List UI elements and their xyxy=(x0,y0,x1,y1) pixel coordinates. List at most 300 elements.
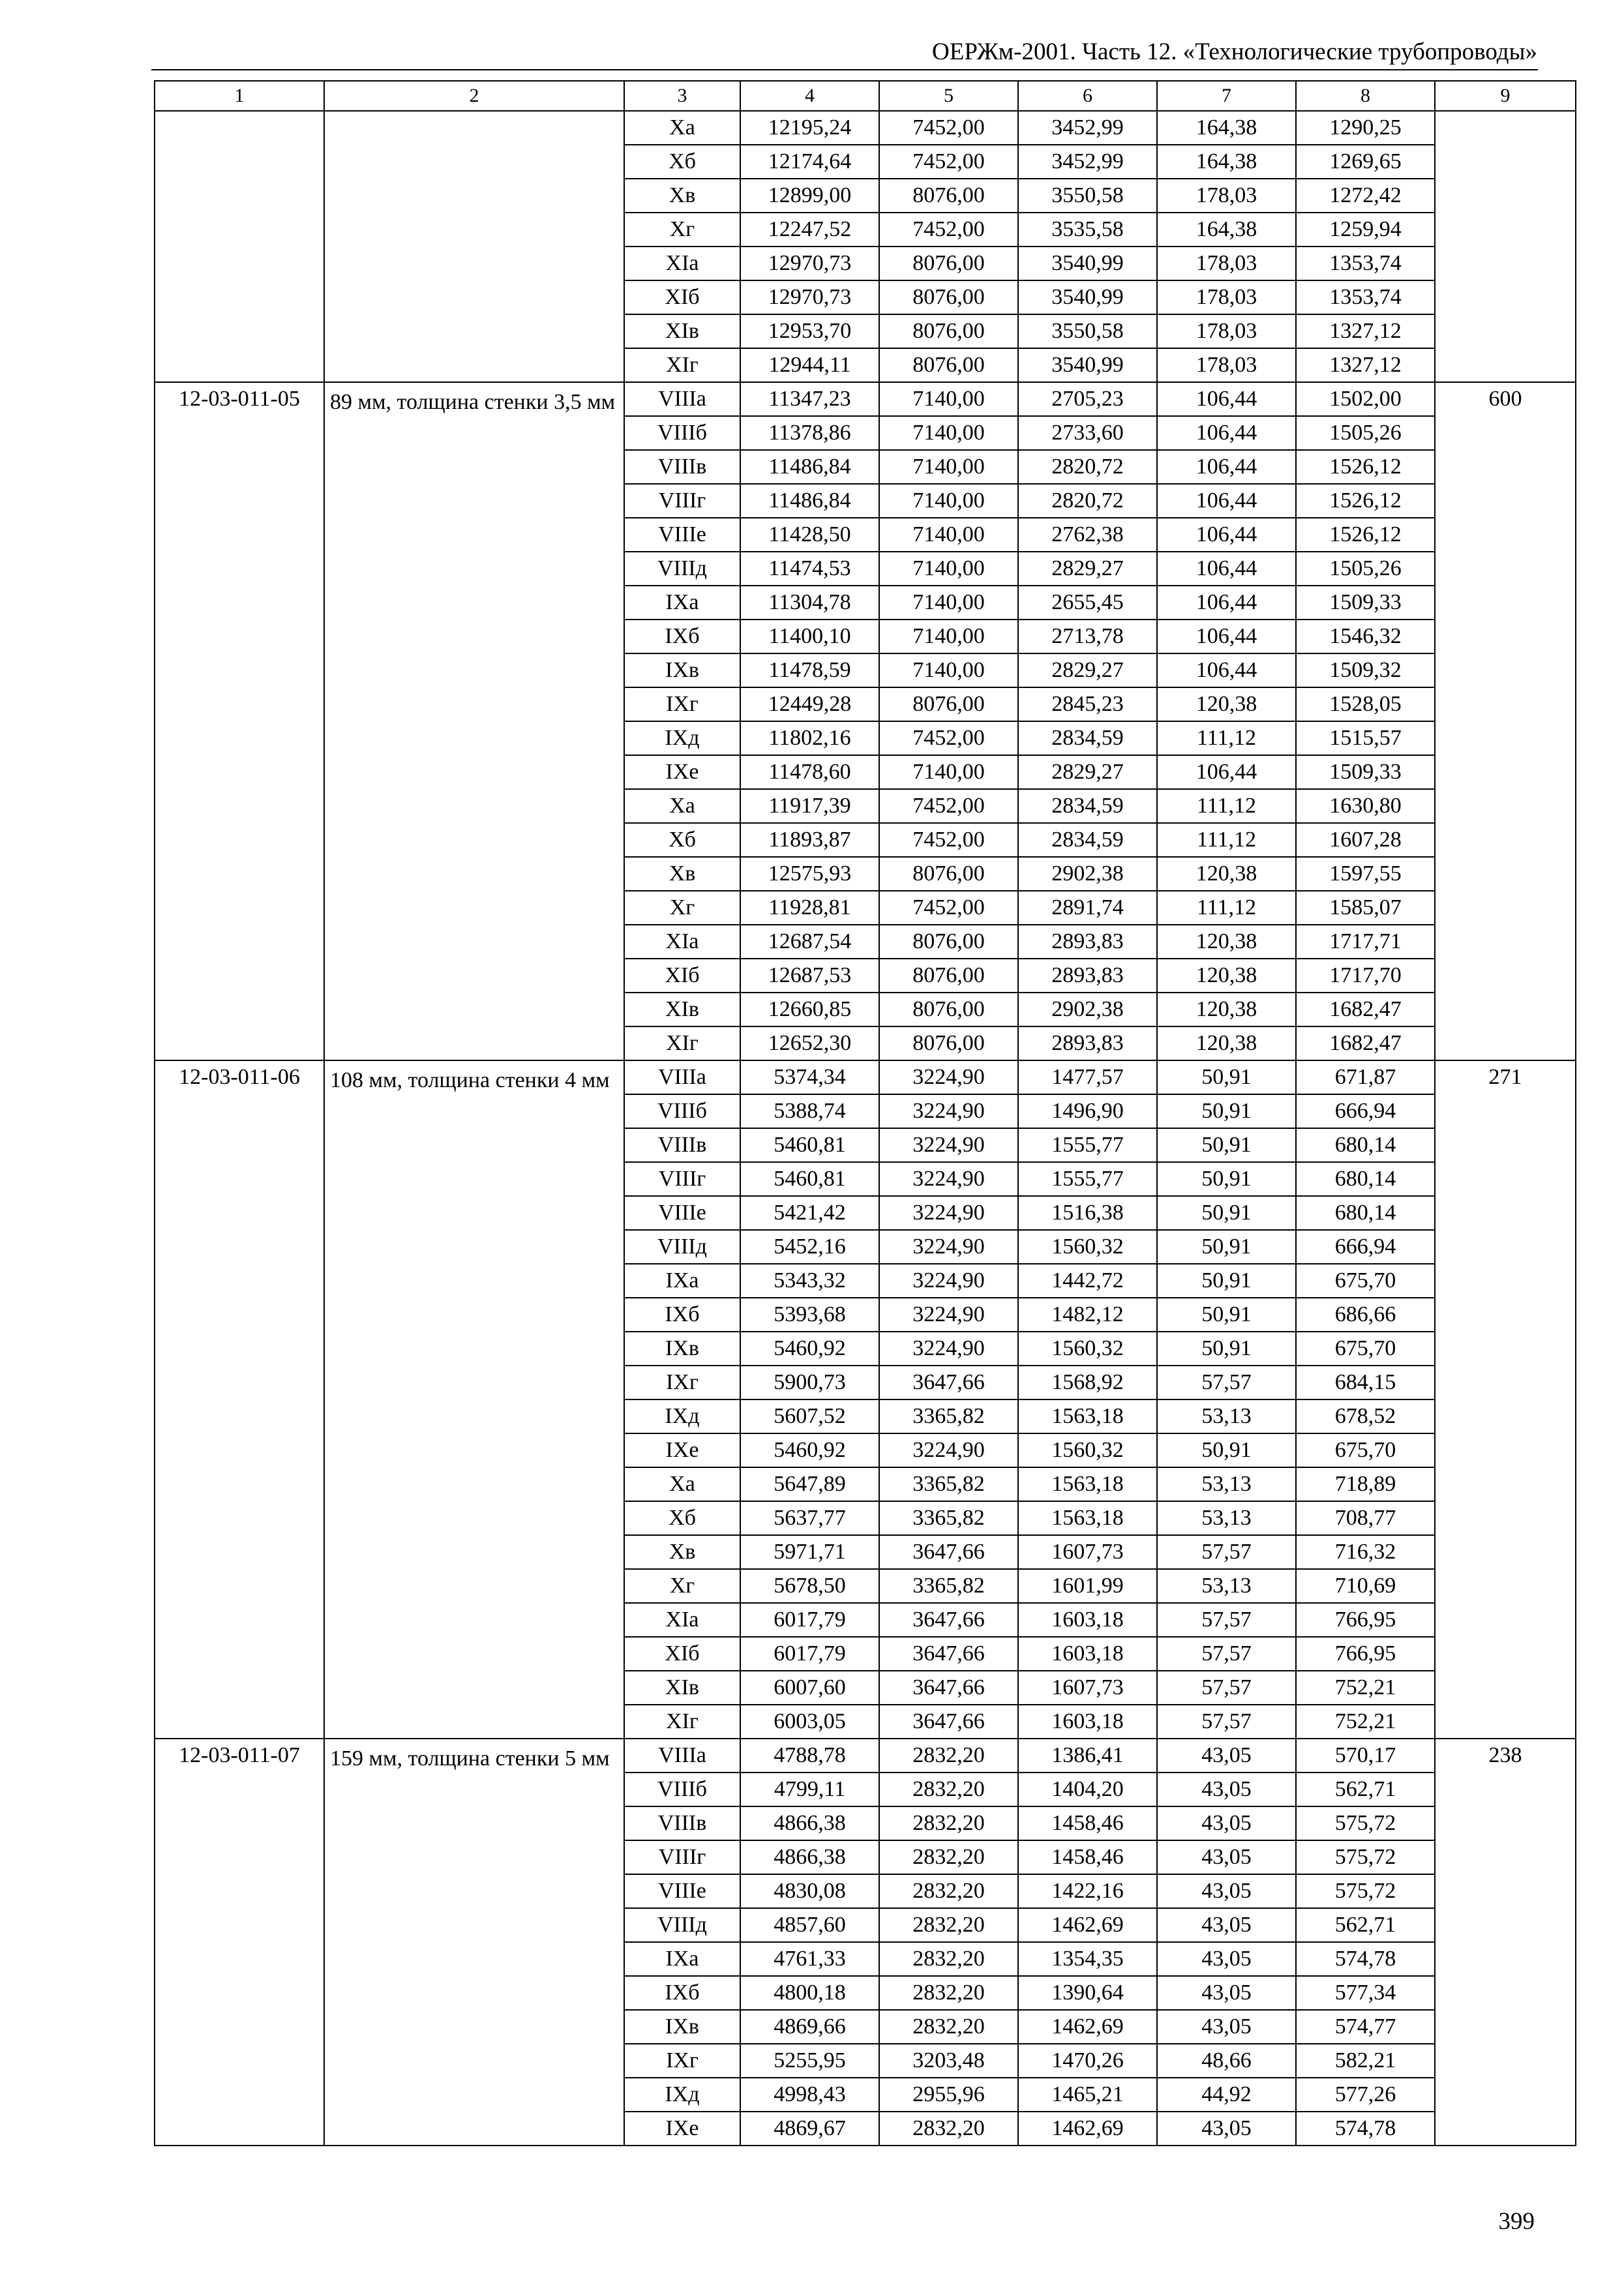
materials-cost-cell: 766,95 xyxy=(1296,1637,1435,1671)
materials-cost-cell: 574,77 xyxy=(1296,2010,1435,2044)
column-header: 8 xyxy=(1296,81,1435,111)
machinist-wages-cell: 57,57 xyxy=(1157,1603,1296,1637)
rate-class-cell: IXa xyxy=(624,1264,740,1298)
machinist-wages-cell: 57,57 xyxy=(1157,1535,1296,1569)
total-cost-cell: 5343,32 xyxy=(740,1264,879,1298)
machine-cost-cell: 2834,59 xyxy=(1018,721,1157,755)
rate-class-cell: Xб xyxy=(624,823,740,857)
machine-cost-cell: 1462,69 xyxy=(1018,1908,1157,1942)
wages-cell: 8076,00 xyxy=(879,280,1018,314)
materials-cost-cell: 1505,26 xyxy=(1296,416,1435,450)
rate-class-cell: Xв xyxy=(624,857,740,891)
machinist-wages-cell: 57,57 xyxy=(1157,1705,1296,1739)
machine-cost-cell: 1470,26 xyxy=(1018,2044,1157,2078)
materials-cost-cell: 680,14 xyxy=(1296,1162,1435,1196)
norm-description-cell xyxy=(324,111,624,382)
materials-cost-cell: 1630,80 xyxy=(1296,789,1435,823)
machinist-wages-cell: 106,44 xyxy=(1157,484,1296,518)
rate-class-cell: IXд xyxy=(624,1399,740,1433)
total-cost-cell: 12174,64 xyxy=(740,145,879,179)
wages-cell: 2832,20 xyxy=(879,1806,1018,1840)
rate-class-cell: VIIIб xyxy=(624,1094,740,1128)
rate-class-cell: Xб xyxy=(624,145,740,179)
norm-description-cell: 159 мм, толщина стенки 5 мм xyxy=(324,1739,624,2146)
rate-class-cell: IXд xyxy=(624,721,740,755)
rate-class-cell: VIIIд xyxy=(624,1908,740,1942)
machinist-wages-cell: 53,13 xyxy=(1157,1399,1296,1433)
machine-cost-cell: 2834,59 xyxy=(1018,823,1157,857)
total-cost-cell: 5460,81 xyxy=(740,1128,879,1162)
materials-cost-cell: 1290,25 xyxy=(1296,111,1435,145)
total-cost-cell: 12899,00 xyxy=(740,179,879,213)
machinist-wages-cell: 120,38 xyxy=(1157,993,1296,1026)
machinist-wages-cell: 106,44 xyxy=(1157,382,1296,416)
total-cost-cell: 4761,33 xyxy=(740,1942,879,1976)
machinist-wages-cell: 164,38 xyxy=(1157,145,1296,179)
total-cost-cell: 5900,73 xyxy=(740,1366,879,1399)
machinist-wages-cell: 43,05 xyxy=(1157,1908,1296,1942)
machinist-wages-cell: 178,03 xyxy=(1157,179,1296,213)
materials-cost-cell: 562,71 xyxy=(1296,1908,1435,1942)
wages-cell: 8076,00 xyxy=(879,925,1018,959)
machinist-wages-cell: 48,66 xyxy=(1157,2044,1296,2078)
machine-cost-cell: 3550,58 xyxy=(1018,314,1157,348)
materials-cost-cell: 574,78 xyxy=(1296,1942,1435,1976)
machinist-wages-cell: 57,57 xyxy=(1157,1366,1296,1399)
machinist-wages-cell: 120,38 xyxy=(1157,959,1296,993)
rate-class-cell: IXe xyxy=(624,755,740,789)
wages-cell: 7452,00 xyxy=(879,111,1018,145)
materials-cost-cell: 562,71 xyxy=(1296,1773,1435,1806)
machinist-wages-cell: 50,91 xyxy=(1157,1162,1296,1196)
rate-class-cell: IXa xyxy=(624,1942,740,1976)
total-cost-cell: 5421,42 xyxy=(740,1196,879,1230)
total-cost-cell: 5452,16 xyxy=(740,1230,879,1264)
materials-cost-cell: 1509,33 xyxy=(1296,586,1435,620)
machinist-wages-cell: 120,38 xyxy=(1157,687,1296,721)
machine-cost-cell: 3540,99 xyxy=(1018,280,1157,314)
materials-cost-cell: 575,72 xyxy=(1296,1806,1435,1840)
wages-cell: 8076,00 xyxy=(879,348,1018,382)
wages-cell: 3224,90 xyxy=(879,1264,1018,1298)
machinist-wages-cell: 50,91 xyxy=(1157,1332,1296,1366)
wages-cell: 2832,20 xyxy=(879,1908,1018,1942)
wages-cell: 8076,00 xyxy=(879,687,1018,721)
machine-cost-cell: 2891,74 xyxy=(1018,891,1157,925)
materials-cost-cell: 1607,28 xyxy=(1296,823,1435,857)
machine-cost-cell: 2829,27 xyxy=(1018,653,1157,687)
total-cost-cell: 12687,54 xyxy=(740,925,879,959)
rate-class-cell: VIIIг xyxy=(624,1162,740,1196)
norm-code-cell: 12-03-011-06 xyxy=(155,1060,324,1739)
wages-cell: 7140,00 xyxy=(879,586,1018,620)
machinist-wages-cell: 43,05 xyxy=(1157,1773,1296,1806)
machine-cost-cell: 3452,99 xyxy=(1018,145,1157,179)
total-cost-cell: 4788,78 xyxy=(740,1739,879,1773)
machine-cost-cell: 1458,46 xyxy=(1018,1806,1157,1840)
machine-cost-cell: 2902,38 xyxy=(1018,993,1157,1026)
wages-cell: 7140,00 xyxy=(879,552,1018,586)
materials-cost-cell: 675,70 xyxy=(1296,1433,1435,1467)
wages-cell: 2832,20 xyxy=(879,1874,1018,1908)
total-cost-cell: 4998,43 xyxy=(740,2078,879,2112)
column-header: 2 xyxy=(324,81,624,111)
machinist-wages-cell: 106,44 xyxy=(1157,450,1296,484)
machine-cost-cell: 2705,23 xyxy=(1018,382,1157,416)
materials-cost-cell: 716,32 xyxy=(1296,1535,1435,1569)
document-title: ОЕРЖм-2001. Часть 12. «Технологические трубопроводы» xyxy=(932,38,1537,65)
total-cost-cell: 11400,10 xyxy=(740,620,879,653)
rate-class-cell: IXд xyxy=(624,2078,740,2112)
machine-cost-cell: 1354,35 xyxy=(1018,1942,1157,1976)
wages-cell: 2832,20 xyxy=(879,1840,1018,1874)
machine-cost-cell: 2902,38 xyxy=(1018,857,1157,891)
machinist-wages-cell: 53,13 xyxy=(1157,1467,1296,1501)
wages-cell: 8076,00 xyxy=(879,314,1018,348)
machinist-wages-cell: 120,38 xyxy=(1157,857,1296,891)
materials-cost-cell: 678,52 xyxy=(1296,1399,1435,1433)
machinist-wages-cell: 43,05 xyxy=(1157,1806,1296,1840)
machine-cost-cell: 1560,32 xyxy=(1018,1230,1157,1264)
total-cost-cell: 5388,74 xyxy=(740,1094,879,1128)
table-row xyxy=(155,1060,1576,1094)
machine-cost-cell: 1516,38 xyxy=(1018,1196,1157,1230)
wages-cell: 7140,00 xyxy=(879,450,1018,484)
table-row xyxy=(155,382,1576,416)
machine-cost-cell: 1563,18 xyxy=(1018,1467,1157,1501)
rate-class-cell: XIa xyxy=(624,1603,740,1637)
machine-cost-cell: 1563,18 xyxy=(1018,1501,1157,1535)
rate-class-cell: XIг xyxy=(624,348,740,382)
wages-cell: 2832,20 xyxy=(879,2010,1018,2044)
machinist-wages-cell: 50,91 xyxy=(1157,1264,1296,1298)
machinist-wages-cell: 106,44 xyxy=(1157,552,1296,586)
wages-cell: 3647,66 xyxy=(879,1603,1018,1637)
rate-class-cell: Xг xyxy=(624,1569,740,1603)
materials-cost-cell: 671,87 xyxy=(1296,1060,1435,1094)
norm-code-cell: 12-03-011-05 xyxy=(155,382,324,1060)
rate-class-cell: VIIIв xyxy=(624,1806,740,1840)
machine-cost-cell: 1568,92 xyxy=(1018,1366,1157,1399)
machine-cost-cell: 1390,64 xyxy=(1018,1976,1157,2010)
rate-class-cell: Xг xyxy=(624,891,740,925)
wages-cell: 7140,00 xyxy=(879,755,1018,789)
machine-cost-cell: 1560,32 xyxy=(1018,1332,1157,1366)
total-cost-cell: 5607,52 xyxy=(740,1399,879,1433)
wages-cell: 7452,00 xyxy=(879,721,1018,755)
materials-cost-cell: 1526,12 xyxy=(1296,450,1435,484)
total-cost-cell: 11893,87 xyxy=(740,823,879,857)
machinist-wages-cell: 43,05 xyxy=(1157,1874,1296,1908)
total-cost-cell: 4830,08 xyxy=(740,1874,879,1908)
rate-class-cell: XIг xyxy=(624,1705,740,1739)
total-cost-cell: 11486,84 xyxy=(740,450,879,484)
materials-cost-cell: 766,95 xyxy=(1296,1603,1435,1637)
rate-class-cell: VIIIa xyxy=(624,382,740,416)
materials-cost-cell: 574,78 xyxy=(1296,2112,1435,2146)
total-cost-cell: 12660,85 xyxy=(740,993,879,1026)
rate-class-cell: XIв xyxy=(624,1671,740,1705)
machinist-wages-cell: 106,44 xyxy=(1157,620,1296,653)
machine-cost-cell: 1560,32 xyxy=(1018,1433,1157,1467)
machinist-wages-cell: 120,38 xyxy=(1157,1026,1296,1060)
machinist-wages-cell: 106,44 xyxy=(1157,416,1296,450)
rate-class-cell: IXв xyxy=(624,2010,740,2044)
wages-cell: 3224,90 xyxy=(879,1128,1018,1162)
materials-cost-cell: 680,14 xyxy=(1296,1196,1435,1230)
materials-cost-cell: 1259,94 xyxy=(1296,213,1435,247)
total-cost-cell: 6017,79 xyxy=(740,1603,879,1637)
machine-cost-cell: 1603,18 xyxy=(1018,1603,1157,1637)
wages-cell: 3224,90 xyxy=(879,1094,1018,1128)
rate-class-cell: VIIIa xyxy=(624,1739,740,1773)
materials-cost-cell: 752,21 xyxy=(1296,1671,1435,1705)
wages-cell: 7452,00 xyxy=(879,891,1018,925)
machinist-wages-cell: 43,05 xyxy=(1157,2112,1296,2146)
machine-cost-cell: 1462,69 xyxy=(1018,2112,1157,2146)
materials-cost-cell: 1546,32 xyxy=(1296,620,1435,653)
total-cost-cell: 4866,38 xyxy=(740,1840,879,1874)
total-cost-cell: 4799,11 xyxy=(740,1773,879,1806)
total-cost-cell: 11378,86 xyxy=(740,416,879,450)
machine-cost-cell: 2834,59 xyxy=(1018,789,1157,823)
wages-cell: 3203,48 xyxy=(879,2044,1018,2078)
wages-cell: 7140,00 xyxy=(879,484,1018,518)
machine-cost-cell: 1386,41 xyxy=(1018,1739,1157,1773)
wages-cell: 3647,66 xyxy=(879,1671,1018,1705)
materials-cost-cell: 686,66 xyxy=(1296,1298,1435,1332)
rate-class-cell: VIIIa xyxy=(624,1060,740,1094)
materials-cost-cell: 1526,12 xyxy=(1296,518,1435,552)
machine-cost-cell: 3452,99 xyxy=(1018,111,1157,145)
total-cost-cell: 5971,71 xyxy=(740,1535,879,1569)
materials-cost-cell: 1327,12 xyxy=(1296,314,1435,348)
machinist-wages-cell: 50,91 xyxy=(1157,1128,1296,1162)
column-header-row xyxy=(155,81,1576,111)
rate-class-cell: VIIIд xyxy=(624,1230,740,1264)
wages-cell: 7452,00 xyxy=(879,789,1018,823)
wages-cell: 2955,96 xyxy=(879,2078,1018,2112)
total-cost-cell: 12575,93 xyxy=(740,857,879,891)
machine-cost-cell: 2655,45 xyxy=(1018,586,1157,620)
machinist-wages-cell: 111,12 xyxy=(1157,789,1296,823)
machine-cost-cell: 1496,90 xyxy=(1018,1094,1157,1128)
rate-class-cell: VIIIe xyxy=(624,1196,740,1230)
materials-cost-cell: 1272,42 xyxy=(1296,179,1435,213)
total-cost-cell: 5255,95 xyxy=(740,2044,879,2078)
total-cost-cell: 11474,53 xyxy=(740,552,879,586)
rate-class-cell: XIa xyxy=(624,247,740,280)
rate-class-cell: Xб xyxy=(624,1501,740,1535)
total-cost-cell: 11478,59 xyxy=(740,653,879,687)
materials-cost-cell: 1502,00 xyxy=(1296,382,1435,416)
materials-cost-cell: 708,77 xyxy=(1296,1501,1435,1535)
total-cost-cell: 11928,81 xyxy=(740,891,879,925)
machinist-wages-cell: 178,03 xyxy=(1157,247,1296,280)
wages-cell: 7140,00 xyxy=(879,518,1018,552)
total-cost-cell: 5393,68 xyxy=(740,1298,879,1332)
norm-description-cell: 89 мм, толщина стенки 3,5 мм xyxy=(324,382,624,1060)
wages-cell: 7140,00 xyxy=(879,382,1018,416)
machinist-wages-cell: 111,12 xyxy=(1157,891,1296,925)
materials-cost-cell: 1515,57 xyxy=(1296,721,1435,755)
materials-cost-cell: 1526,12 xyxy=(1296,484,1435,518)
total-cost-cell: 12970,73 xyxy=(740,247,879,280)
rate-class-cell: XIв xyxy=(624,314,740,348)
total-cost-cell: 12953,70 xyxy=(740,314,879,348)
total-cost-cell: 11428,50 xyxy=(740,518,879,552)
wages-cell: 8076,00 xyxy=(879,959,1018,993)
rate-class-cell: IXв xyxy=(624,1332,740,1366)
machine-cost-cell: 3540,99 xyxy=(1018,348,1157,382)
machine-cost-cell: 1482,12 xyxy=(1018,1298,1157,1332)
wages-cell: 3224,90 xyxy=(879,1230,1018,1264)
machinist-wages-cell: 50,91 xyxy=(1157,1433,1296,1467)
machinist-wages-cell: 43,05 xyxy=(1157,1942,1296,1976)
total-cost-cell: 11917,39 xyxy=(740,789,879,823)
materials-cost-cell: 1717,71 xyxy=(1296,925,1435,959)
page-number: 399 xyxy=(1498,2208,1535,2235)
rate-class-cell: IXг xyxy=(624,1366,740,1399)
rate-class-cell: VIIIe xyxy=(624,1874,740,1908)
materials-cost-cell: 575,72 xyxy=(1296,1840,1435,1874)
machine-cost-cell: 2845,23 xyxy=(1018,687,1157,721)
machinist-wages-cell: 120,38 xyxy=(1157,925,1296,959)
total-cost-cell: 12687,53 xyxy=(740,959,879,993)
rate-class-cell: XIб xyxy=(624,959,740,993)
wages-cell: 3647,66 xyxy=(879,1705,1018,1739)
total-cost-cell: 5637,77 xyxy=(740,1501,879,1535)
machinist-wages-cell: 50,91 xyxy=(1157,1196,1296,1230)
materials-cost-cell: 752,21 xyxy=(1296,1705,1435,1739)
rate-class-cell: VIIIг xyxy=(624,1840,740,1874)
materials-cost-cell: 1353,74 xyxy=(1296,280,1435,314)
machine-cost-cell: 3535,58 xyxy=(1018,213,1157,247)
machine-cost-cell: 1462,69 xyxy=(1018,2010,1157,2044)
materials-cost-cell: 577,34 xyxy=(1296,1976,1435,2010)
machine-cost-cell: 1477,57 xyxy=(1018,1060,1157,1094)
total-cost-cell: 11486,84 xyxy=(740,484,879,518)
table-row xyxy=(155,111,1576,145)
machine-cost-cell: 1603,18 xyxy=(1018,1705,1157,1739)
materials-cost-cell: 570,17 xyxy=(1296,1739,1435,1773)
total-cost-cell: 6007,60 xyxy=(740,1671,879,1705)
total-cost-cell: 12944,11 xyxy=(740,348,879,382)
machinist-wages-cell: 178,03 xyxy=(1157,348,1296,382)
rate-class-cell: VIIIд xyxy=(624,552,740,586)
total-cost-cell: 4866,38 xyxy=(740,1806,879,1840)
machine-cost-cell: 1465,21 xyxy=(1018,2078,1157,2112)
total-cost-cell: 12652,30 xyxy=(740,1026,879,1060)
materials-cost-cell: 666,94 xyxy=(1296,1230,1435,1264)
rate-class-cell: Xa xyxy=(624,111,740,145)
materials-cost-cell: 680,14 xyxy=(1296,1128,1435,1162)
materials-cost-cell: 1509,33 xyxy=(1296,755,1435,789)
wages-cell: 2832,20 xyxy=(879,1942,1018,1976)
total-cost-cell: 5647,89 xyxy=(740,1467,879,1501)
machine-cost-cell: 2829,27 xyxy=(1018,552,1157,586)
rate-class-cell: Xa xyxy=(624,1467,740,1501)
norm-value-cell: 238 xyxy=(1435,1739,1576,2146)
machinist-wages-cell: 43,05 xyxy=(1157,1840,1296,1874)
machinist-wages-cell: 164,38 xyxy=(1157,111,1296,145)
materials-cost-cell: 1327,12 xyxy=(1296,348,1435,382)
materials-cost-cell: 718,89 xyxy=(1296,1467,1435,1501)
machinist-wages-cell: 106,44 xyxy=(1157,755,1296,789)
wages-cell: 2832,20 xyxy=(879,1773,1018,1806)
wages-cell: 3224,90 xyxy=(879,1196,1018,1230)
wages-cell: 8076,00 xyxy=(879,993,1018,1026)
rate-class-cell: XIв xyxy=(624,993,740,1026)
machinist-wages-cell: 106,44 xyxy=(1157,586,1296,620)
machinist-wages-cell: 43,05 xyxy=(1157,1976,1296,2010)
norms-table xyxy=(154,80,1576,2146)
rate-class-cell: Xв xyxy=(624,179,740,213)
total-cost-cell: 5460,92 xyxy=(740,1332,879,1366)
wages-cell: 7452,00 xyxy=(879,145,1018,179)
materials-cost-cell: 577,26 xyxy=(1296,2078,1435,2112)
materials-cost-cell: 675,70 xyxy=(1296,1332,1435,1366)
total-cost-cell: 4869,67 xyxy=(740,2112,879,2146)
machinist-wages-cell: 106,44 xyxy=(1157,518,1296,552)
rate-class-cell: IXг xyxy=(624,2044,740,2078)
machine-cost-cell: 2820,72 xyxy=(1018,450,1157,484)
wages-cell: 3647,66 xyxy=(879,1366,1018,1399)
header-divider xyxy=(151,69,1538,70)
machinist-wages-cell: 57,57 xyxy=(1157,1671,1296,1705)
norm-code-cell: 12-03-011-07 xyxy=(155,1739,324,2146)
norm-value-cell: 600 xyxy=(1435,382,1576,1060)
machine-cost-cell: 1442,72 xyxy=(1018,1264,1157,1298)
machine-cost-cell: 3550,58 xyxy=(1018,179,1157,213)
machinist-wages-cell: 50,91 xyxy=(1157,1060,1296,1094)
rate-class-cell: Xв xyxy=(624,1535,740,1569)
wages-cell: 3647,66 xyxy=(879,1535,1018,1569)
machine-cost-cell: 1422,16 xyxy=(1018,1874,1157,1908)
column-header: 9 xyxy=(1435,81,1576,111)
column-header: 6 xyxy=(1018,81,1157,111)
machine-cost-cell: 1555,77 xyxy=(1018,1162,1157,1196)
machine-cost-cell: 2820,72 xyxy=(1018,484,1157,518)
machine-cost-cell: 2893,83 xyxy=(1018,925,1157,959)
wages-cell: 3224,90 xyxy=(879,1060,1018,1094)
total-cost-cell: 12195,24 xyxy=(740,111,879,145)
materials-cost-cell: 1717,70 xyxy=(1296,959,1435,993)
wages-cell: 8076,00 xyxy=(879,247,1018,280)
machinist-wages-cell: 43,05 xyxy=(1157,2010,1296,2044)
machine-cost-cell: 1404,20 xyxy=(1018,1773,1157,1806)
wages-cell: 2832,20 xyxy=(879,1739,1018,1773)
machine-cost-cell: 2893,83 xyxy=(1018,959,1157,993)
machine-cost-cell: 1555,77 xyxy=(1018,1128,1157,1162)
norm-code-cell xyxy=(155,111,324,382)
rate-class-cell: Xг xyxy=(624,213,740,247)
total-cost-cell: 5460,81 xyxy=(740,1162,879,1196)
total-cost-cell: 6003,05 xyxy=(740,1705,879,1739)
machine-cost-cell: 1563,18 xyxy=(1018,1399,1157,1433)
materials-cost-cell: 1505,26 xyxy=(1296,552,1435,586)
total-cost-cell: 5678,50 xyxy=(740,1569,879,1603)
rate-class-cell: XIг xyxy=(624,1026,740,1060)
wages-cell: 3224,90 xyxy=(879,1298,1018,1332)
rate-class-cell: XIa xyxy=(624,925,740,959)
wages-cell: 8076,00 xyxy=(879,179,1018,213)
materials-cost-cell: 1528,05 xyxy=(1296,687,1435,721)
machinist-wages-cell: 164,38 xyxy=(1157,213,1296,247)
column-header: 7 xyxy=(1157,81,1296,111)
table-row xyxy=(155,1739,1576,1773)
rate-class-cell: VIIIг xyxy=(624,484,740,518)
